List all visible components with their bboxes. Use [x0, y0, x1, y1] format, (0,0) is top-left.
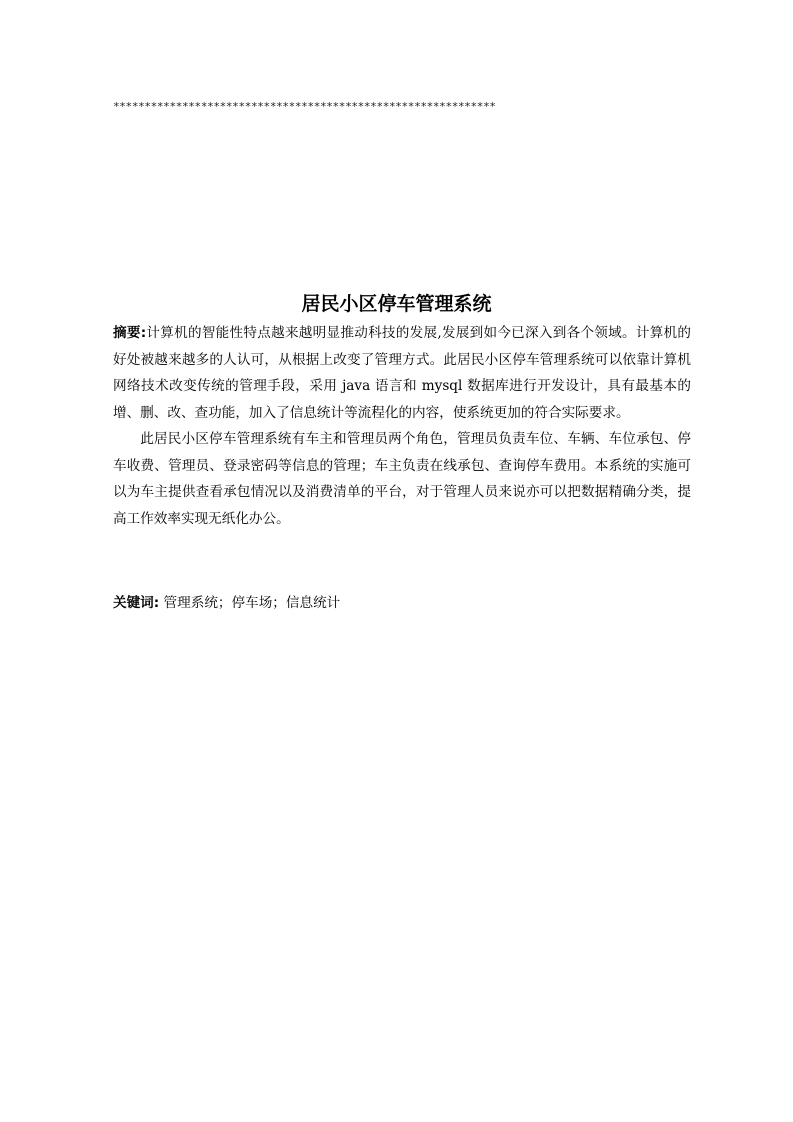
abstract-paragraph-2: 此居民小区停车管理系统有车主和管理员两个角色，管理员负责车位、车辆、车位承包、停车收费、管理员、登录密码等信息的管理；车主负责在线承包、查询停车费用。本系统的实施可以为车主提供查看承包情况以及消费清单的平台，对于管理人员来说亦可以把数据精确分类，提高工作效率实现无纸化办公。 [113, 431, 691, 527]
keywords-section [113, 590, 691, 616]
abstract-label: 摘要: [113, 325, 147, 341]
keywords-label: 关键词: [113, 595, 160, 611]
abstract-paragraph-1-text: 计算机的智能性特点越来越明显推动科技的发展,发展到如今已深入到各个领域。计算机的好处被越来越多的人认可，从根据上改变了管理方式。此居民小区停车管理系统可以依靠计算机网络技术改变传统的管理手段，采用 java 语言和 mysql 数据库进行开发设计，具有最基本的增、删、改、查功能，加入了信息统计等流程化的内容，使系统更加的符合实际要求。 [113, 325, 692, 421]
keywords-value: 管理系统；停车场；信息统计 [163, 595, 341, 611]
document-title: 居民小区停车管理系统 [301, 293, 492, 315]
abstract-section [113, 320, 691, 532]
abstract-paragraph-1 [113, 320, 691, 426]
separator-line: ************************************************************* [113, 100, 496, 113]
